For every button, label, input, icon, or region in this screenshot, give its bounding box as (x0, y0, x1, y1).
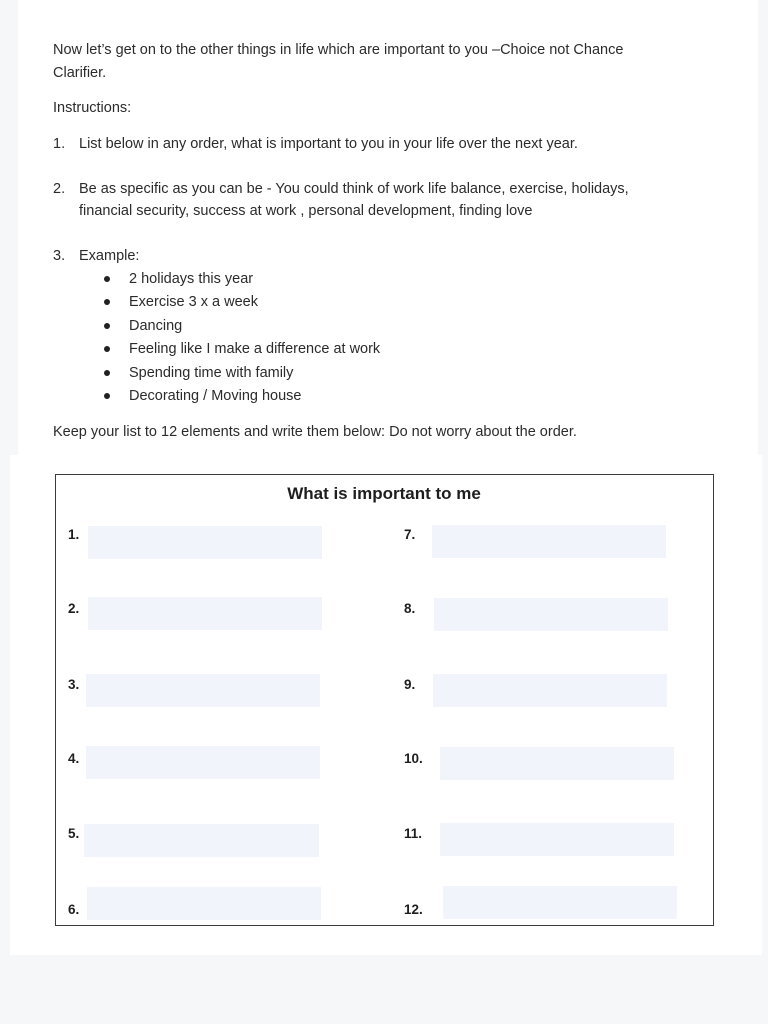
slot-label: 12. (404, 902, 423, 917)
slot-input-2[interactable] (88, 597, 322, 630)
slot-input-3[interactable] (86, 674, 320, 707)
step-text: Be as specific as you can be - You could think of work life balance, exercise, holidays, (79, 181, 629, 197)
slot-label: 5. (68, 826, 80, 841)
slot-label: 7. (404, 527, 416, 542)
slot-label: 10. (404, 751, 423, 766)
intro-text-line1: Now let’s get on to the other things in life which are important to you –Choice not Chance (53, 42, 624, 58)
slot-input-11[interactable] (440, 823, 674, 856)
slot-label: 1. (68, 527, 80, 542)
slot-input-9[interactable] (433, 674, 667, 707)
slot-label: 11. (404, 826, 423, 841)
step-text: Example: (79, 248, 140, 264)
slot-label: 8. (404, 601, 416, 616)
slot-input-7[interactable] (432, 525, 666, 558)
bullet-icon (104, 276, 110, 282)
step-number: 2. (53, 181, 66, 197)
bullet-icon (104, 299, 110, 305)
closing-instruction: Keep your list to 12 elements and write them below: Do not worry about the order. (53, 424, 577, 440)
step-text: financial security, success at work , personal development, finding love (79, 203, 533, 219)
intro-text-line2: Clarifier. (53, 65, 107, 81)
slot-label: 4. (68, 751, 80, 766)
slot-input-12[interactable] (443, 886, 677, 919)
instructions-heading: Instructions: (53, 100, 132, 116)
example-text: Feeling like I make a difference at work (129, 341, 381, 357)
slot-input-1[interactable] (88, 526, 322, 559)
slot-input-5[interactable] (84, 824, 319, 857)
form-title: What is important to me (287, 484, 481, 503)
bullet-icon (104, 393, 110, 399)
slot-label: 2. (68, 601, 80, 616)
slot-input-8[interactable] (434, 598, 668, 631)
bullet-icon (104, 370, 110, 376)
step-number: 1. (53, 136, 66, 152)
example-text: Exercise 3 x a week (129, 294, 258, 310)
slot-input-6[interactable] (87, 887, 321, 920)
example-text: Decorating / Moving house (129, 388, 302, 404)
slot-label: 6. (68, 902, 80, 917)
example-text: Spending time with family (129, 365, 294, 381)
bullet-icon (104, 323, 110, 329)
slot-input-10[interactable] (440, 747, 674, 780)
step-text: List below in any order, what is important to you in your life over the next year. (79, 136, 578, 152)
slot-label: 3. (68, 677, 80, 692)
example-text: Dancing (129, 318, 183, 334)
slot-label: 9. (404, 677, 416, 692)
step-number: 3. (53, 248, 66, 264)
example-text: 2 holidays this year (129, 271, 254, 287)
bullet-icon (104, 346, 110, 352)
slot-input-4[interactable] (86, 746, 320, 779)
